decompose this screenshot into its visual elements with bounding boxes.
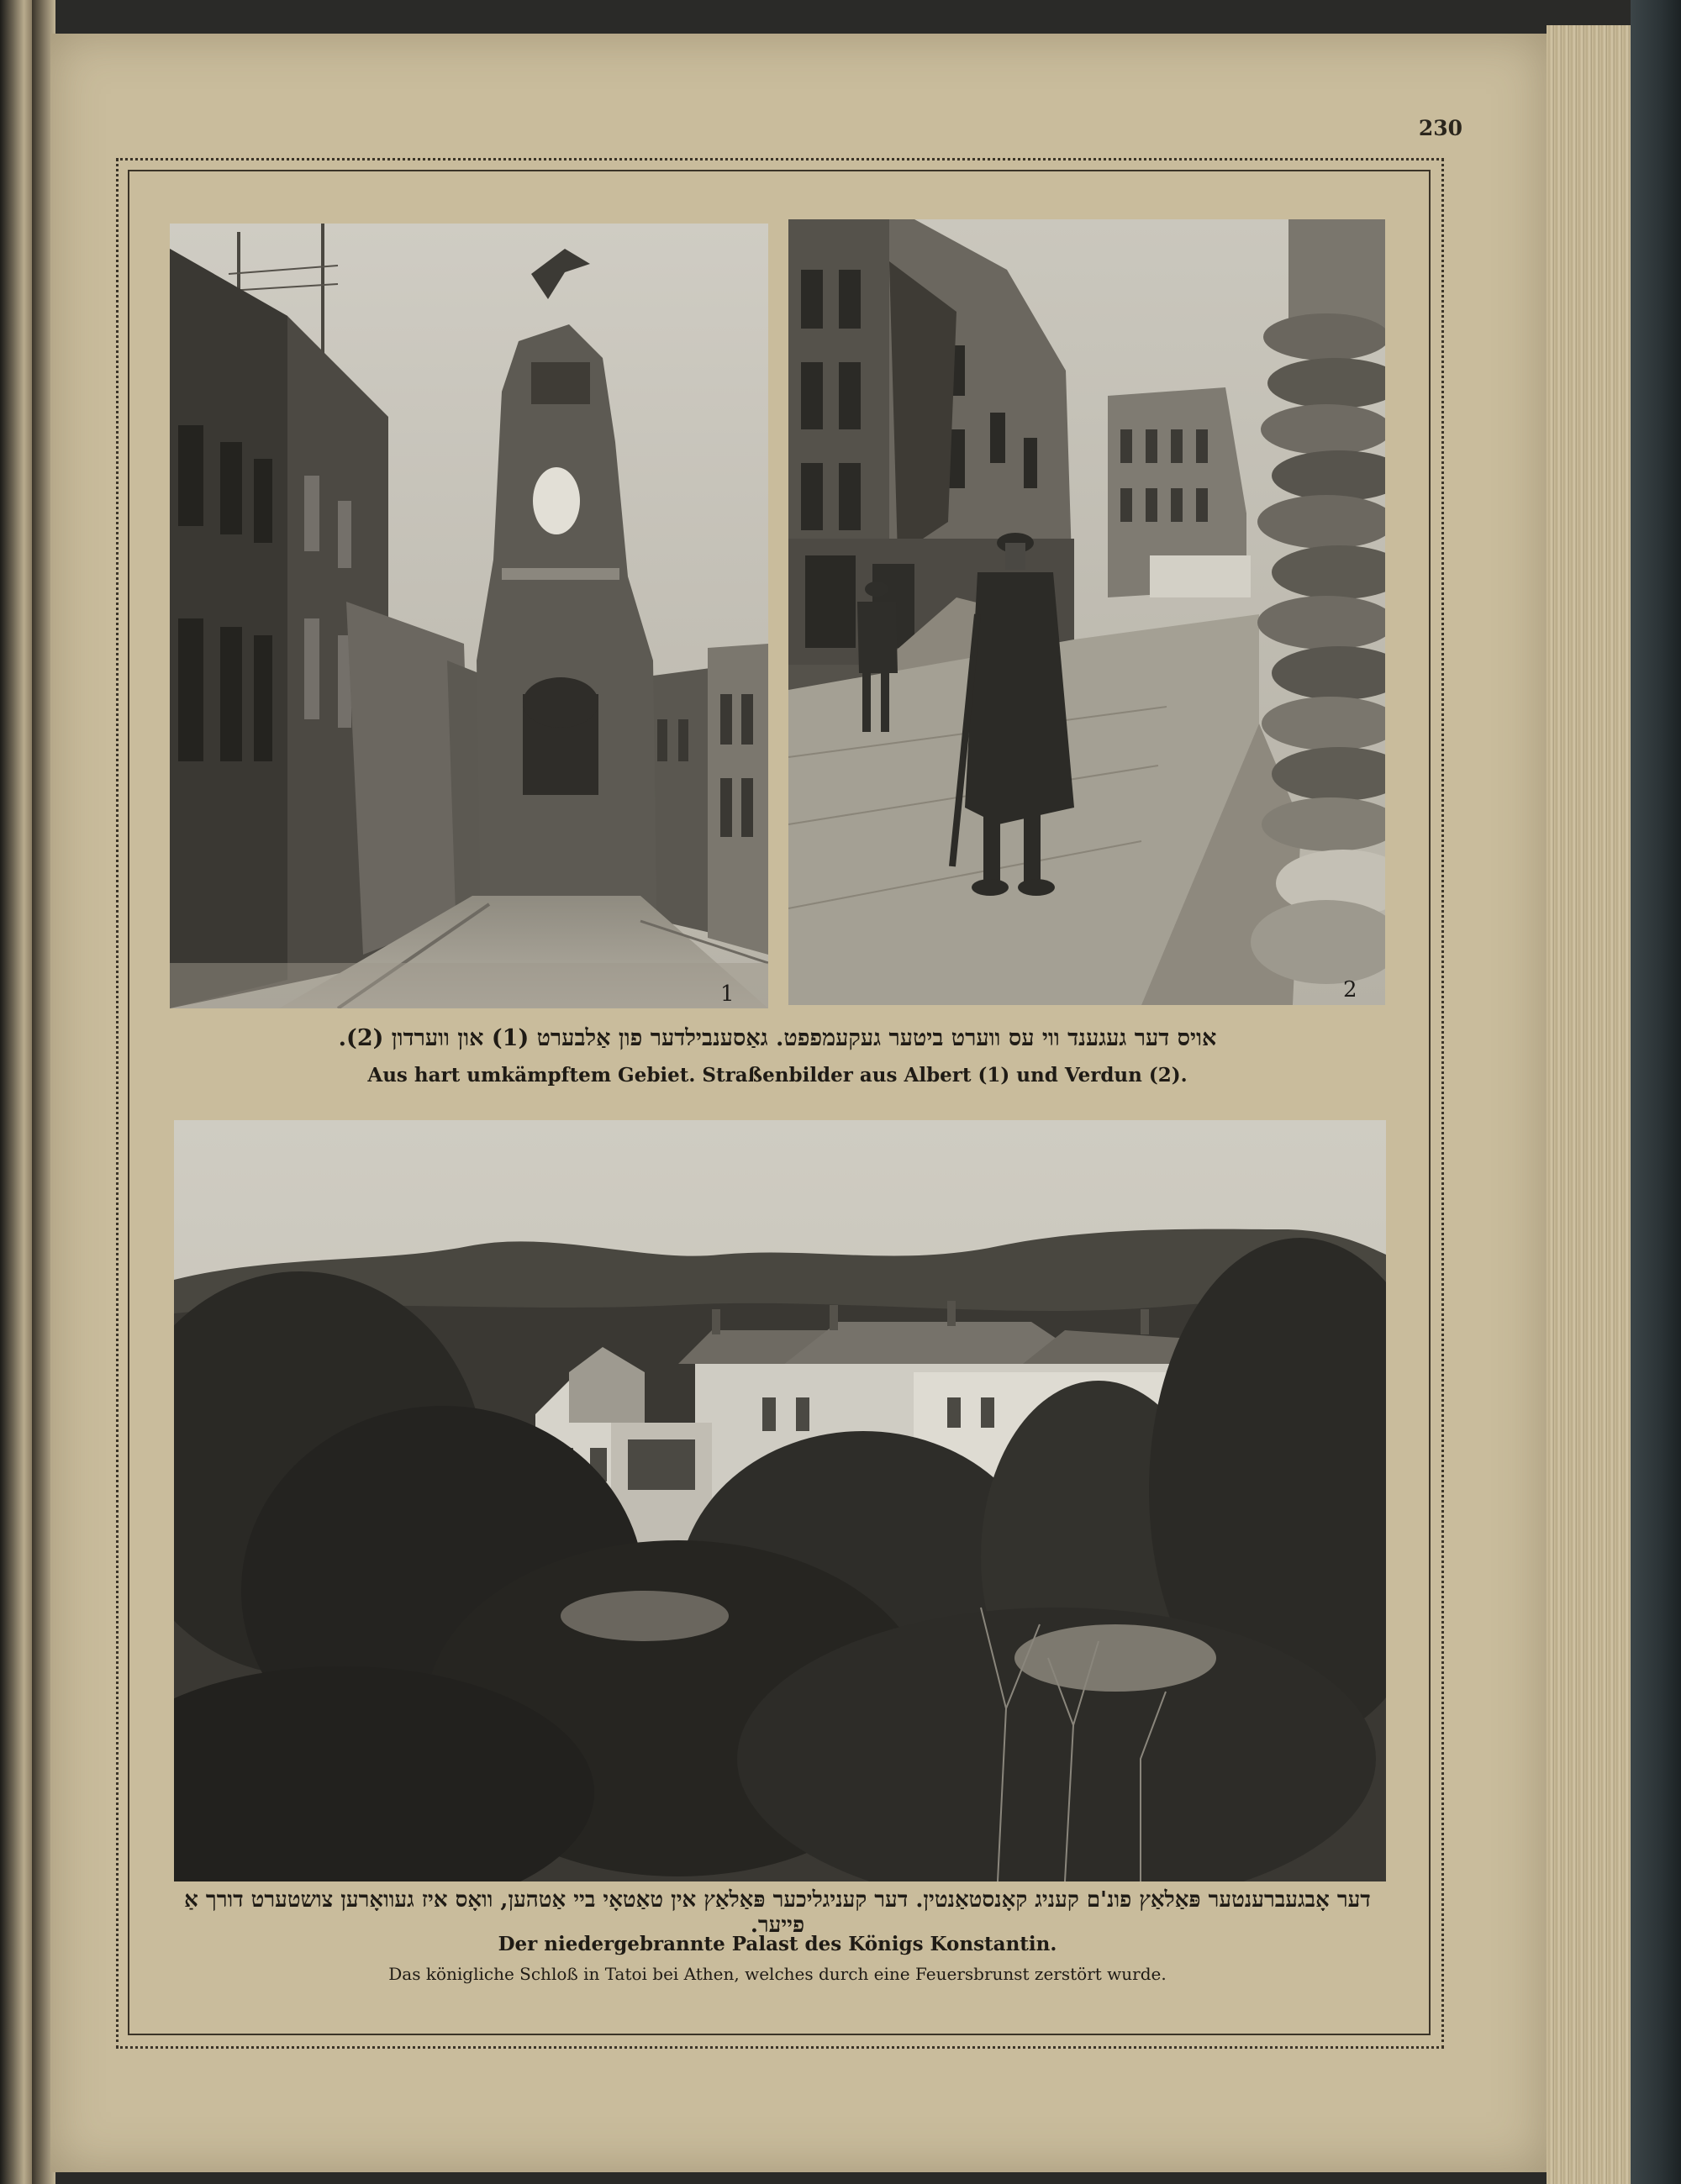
caption-bottom-yiddish: דער אָבגעברענטער פּאַלאַץ פונ'ם קעניג קאָנסטאַנטין. דער קעניגליכער פּאַלאַץ אין טאַטאָי ביי אַטהען, וואָס איז געוואָרען צושטערט דורך אַ פייער. xyxy=(184,1887,1371,1938)
photo-albert-street xyxy=(170,224,768,1008)
photo-verdun-street xyxy=(788,219,1385,1005)
caption-top-german: Aus hart umkämpftem Gebiet. Straßenbilder aus Albert (1) und Verdun (2). xyxy=(367,1064,1188,1087)
book-cover-edge xyxy=(1631,0,1681,2184)
facing-page-edge xyxy=(0,0,32,2184)
caption-top-yiddish: אויס דער געגענד ווי עס ווערט ביטער געקעמפפט. גאַסענבילדער פון אַלבערט (1) און ווערדון (2). xyxy=(338,1025,1217,1051)
albert-street-illustration xyxy=(170,224,768,1008)
verdun-street-illustration xyxy=(788,219,1385,1005)
photo-number-1: 1 xyxy=(720,981,735,1007)
tatoi-palace-illustration xyxy=(174,1120,1386,1881)
photo-number-2: 2 xyxy=(1343,977,1357,1003)
caption-bottom-german-text: Das königliche Schloß in Tatoi bei Athen, welches durch eine Feuersbrunst zerstört wurde. xyxy=(388,1964,1167,1984)
page-number: 230 xyxy=(1418,116,1462,140)
photo-tatoi-palace xyxy=(174,1120,1386,1881)
caption-bottom-german-title: Der niedergebrannte Palast des Königs Konstantin. xyxy=(498,1933,1057,1955)
page-block-edge xyxy=(1547,25,1631,2184)
